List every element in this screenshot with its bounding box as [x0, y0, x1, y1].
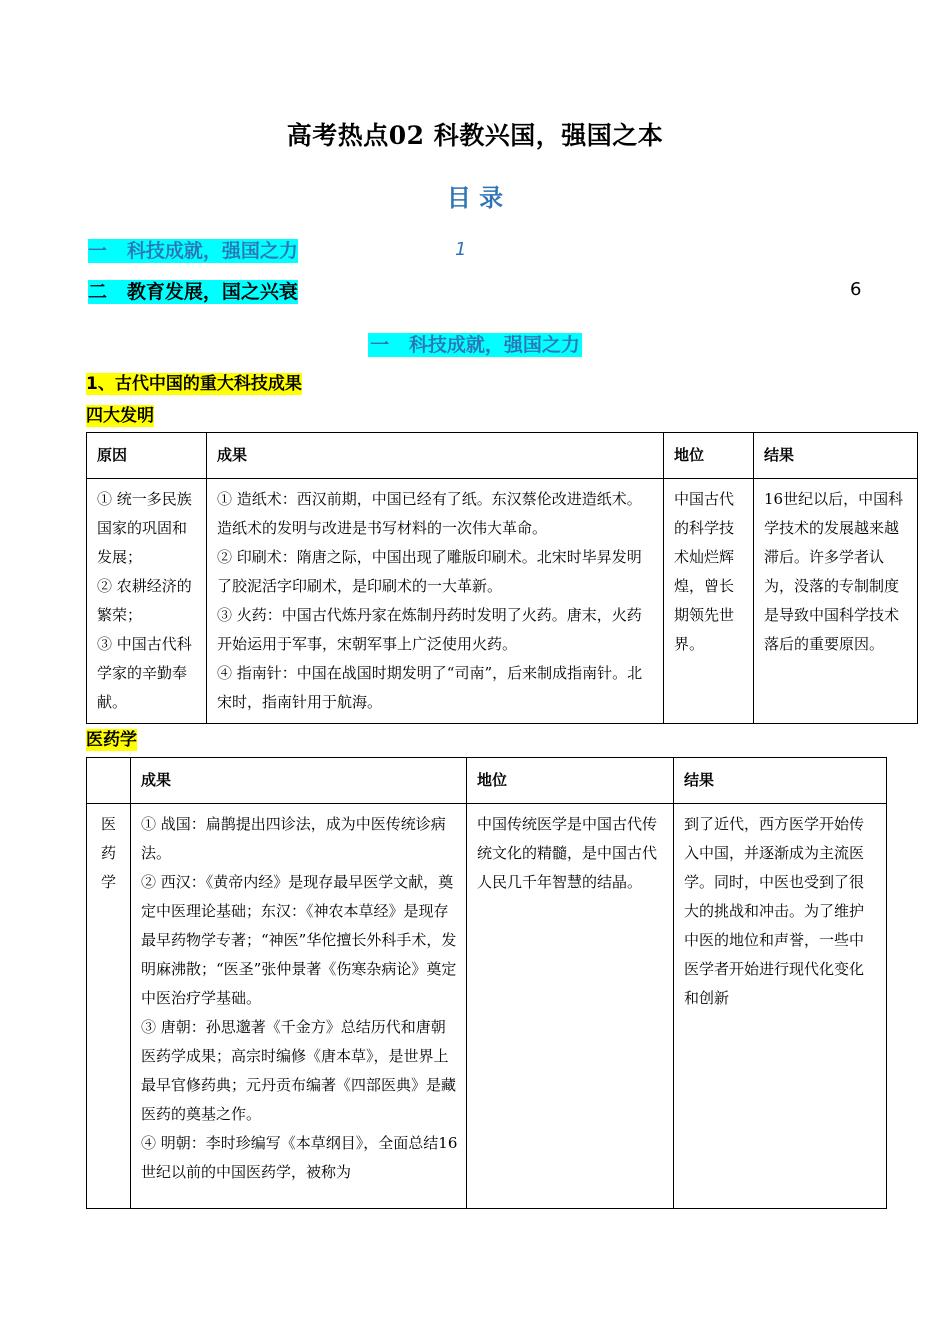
row-label-cell [87, 804, 131, 1209]
header-achievement: 成果 [131, 758, 467, 804]
header-status: 地位 [664, 433, 754, 479]
header-reason: 原因 [87, 433, 207, 479]
reason-item: ① 统一多民族国家的巩固和发展； [97, 490, 192, 566]
subsection-heading-text: 1、古代中国的重大科技成果 [86, 374, 302, 394]
toc-entry-1-label: 一 科技成就，强国之力 [88, 240, 298, 262]
inventions-label [86, 401, 154, 426]
reason-cell [87, 479, 207, 724]
row-label: 医药学 [101, 815, 117, 891]
status-cell: 中国古代的科学技术灿烂辉煌，曾长期领先世界。 [664, 479, 754, 724]
status-cell: 中国传统医学是中国古代传统文化的精髓，是中国古代人民几千年智慧的结晶。 [467, 804, 674, 1209]
header-result: 结果 [674, 758, 887, 804]
section-heading-text: 一 科技成就，强国之力 [370, 334, 580, 356]
inventions-table [86, 432, 918, 724]
achievement-cell [131, 804, 467, 1209]
table-row [87, 804, 887, 1209]
achievement-item: ③ 唐朝：孙思邈著《千金方》总结历代和唐朝医药学成果；高宗时编修《唐本草》，是世界上最早官修药典；元丹贡布编著《四部医典》是藏医药的奠基之作。 [141, 1018, 457, 1123]
inventions-label-text: 四大发明 [86, 406, 154, 426]
result-cell: 到了近代，西方医学开始传入中国，并逐渐成为主流医学。同时，中医也受到了很大的挑战和冲击。为了维护中医的地位和声誉，一些中医学者开始进行现代化变化和创新 [674, 804, 887, 1209]
section-heading [0, 330, 950, 357]
header-blank [87, 758, 131, 804]
toc-entry-1-page: 1 [455, 239, 467, 260]
header-status: 地位 [467, 758, 674, 804]
table-header-row [87, 758, 887, 804]
medicine-label [86, 725, 137, 750]
achievement-item: ② 西汉：《黄帝内经》是现存最早医学文献，奠定中医理论基础；东汉：《神农本草经》是现存最早药物学专著；“神医”华佗擅长外科手术，发明麻沸散；“医圣”张仲景著《伤寒杂病论》奠定中医治疗学基础。 [141, 873, 457, 1007]
table-header-row [87, 433, 918, 479]
result-cell: 16世纪以后，中国科学技术的发展越来越滞后。许多学者认为，没落的专制制度是导致中国科学技术落后的重要原因。 [754, 479, 918, 724]
medicine-label-text: 医药学 [86, 730, 137, 750]
achievement-item: ④ 明朝：李时珍编写《本草纲目》，全面总结16世纪以前的中国医药学，被称为 [141, 1134, 458, 1181]
toc-title: 目 录 [446, 184, 504, 212]
reason-item: ③ 中国古代科学家的辛勤奉献。 [97, 635, 192, 711]
toc-entry-1[interactable] [88, 236, 298, 263]
achievement-item: ② 印刷术：隋唐之际，中国出现了雕版印刷术。北宋时毕昇发明了胶泥活字印刷术，是印刷术的一大革新。 [217, 548, 642, 595]
achievement-item: ④ 指南针：中国在战国时期发明了“司南”，后来制成指南针。北宋时，指南针用于航海。 [217, 664, 643, 711]
achievement-item: ① 造纸术：西汉前期，中国已经有了纸。东汉蔡伦改进造纸术。造纸术的发明与改进是书写材料的一次伟大革命。 [217, 490, 642, 537]
reason-item: ② 农耕经济的繁荣； [97, 577, 192, 624]
achievement-cell [207, 479, 664, 724]
medicine-table [86, 757, 887, 1209]
table-row [87, 479, 918, 724]
subsection-heading [86, 369, 302, 394]
document-title: 高考热点02 科教兴国，强国之本 [286, 121, 664, 150]
toc-entry-2-label: 二 教育发展，国之兴衰 [88, 281, 298, 303]
achievement-item: ① 战国：扁鹊提出四诊法，成为中医传统诊病法。 [141, 815, 446, 862]
toc-entry-2-page: 6 [850, 279, 862, 300]
header-result: 结果 [754, 433, 918, 479]
toc-entry-2[interactable] [88, 277, 298, 304]
achievement-item: ③ 火药：中国古代炼丹家在炼制丹药时发明了火药。唐末，火药开始运用于军事，宋朝军事上广泛使用火药。 [217, 606, 642, 653]
header-achievement: 成果 [207, 433, 664, 479]
